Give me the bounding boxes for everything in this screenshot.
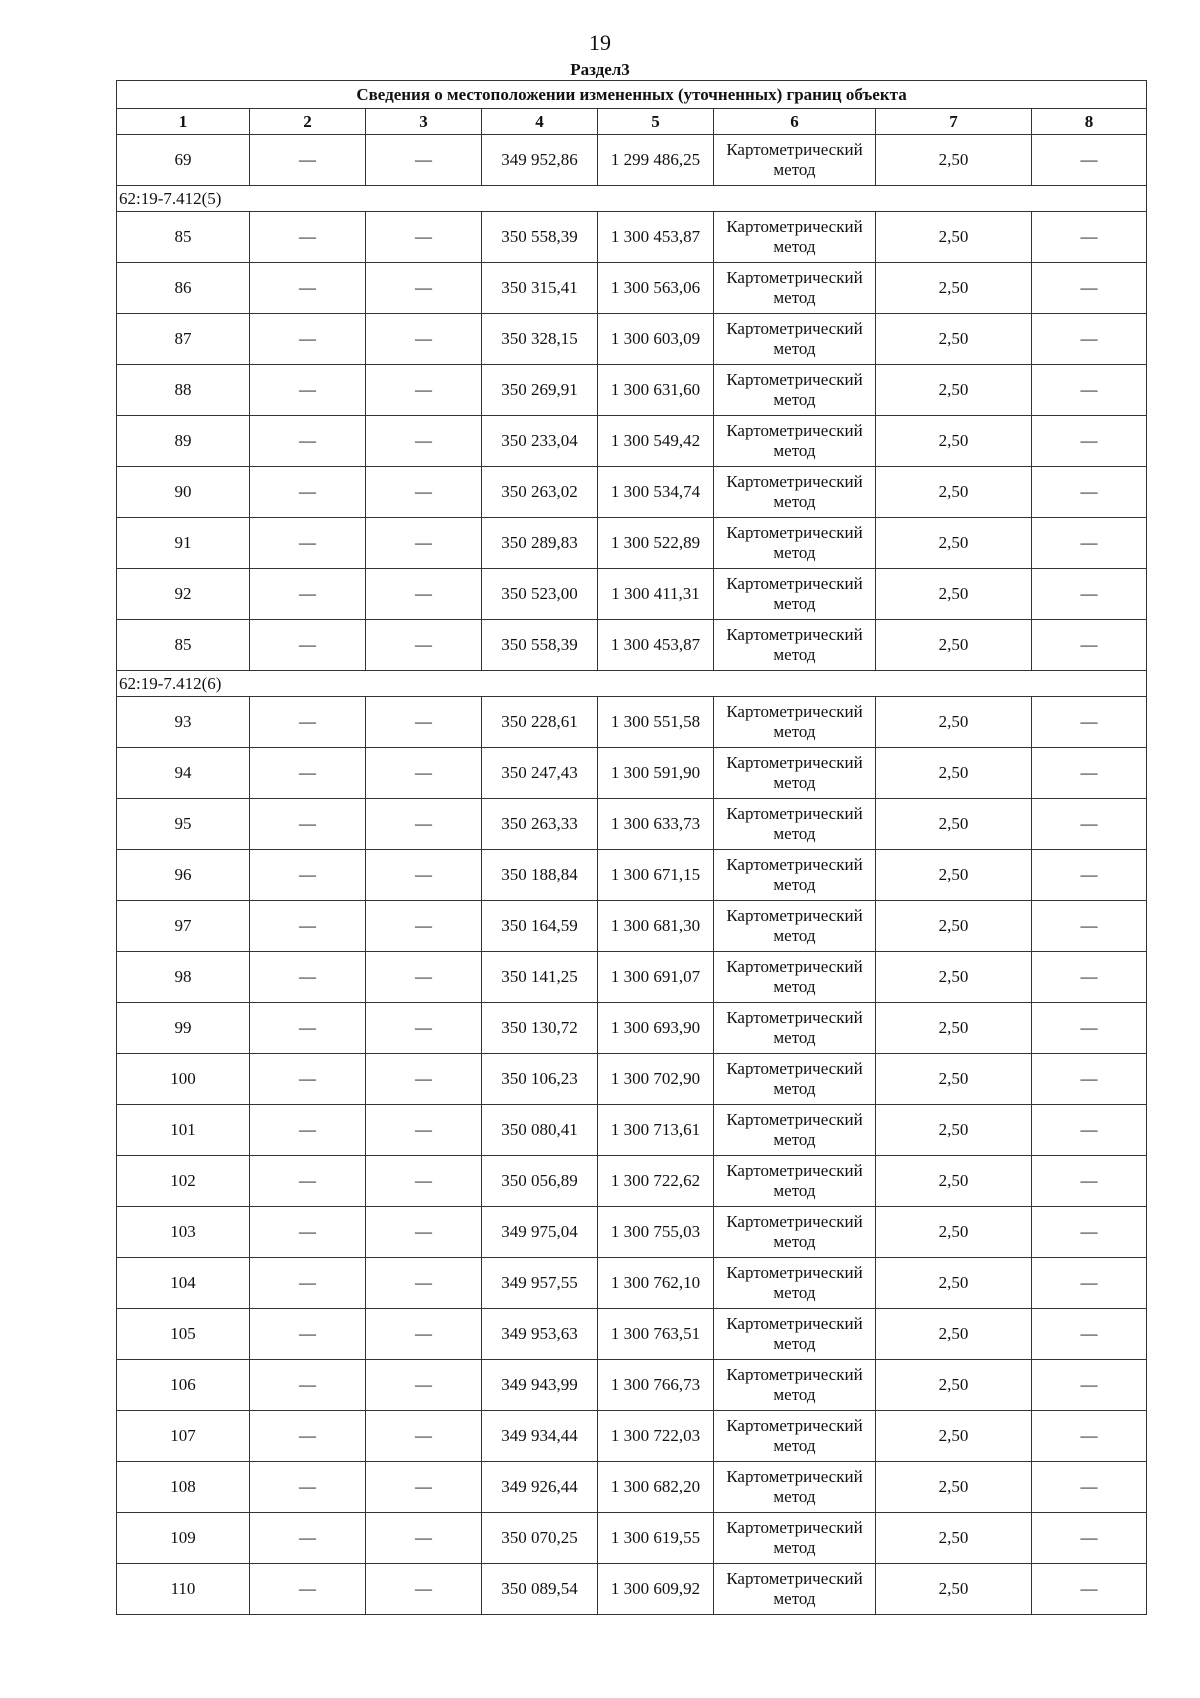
table-row: [117, 901, 1147, 952]
method-cell: Картометрический метод: [714, 416, 876, 467]
column-2-cell: —: [250, 620, 366, 671]
x-coordinate-cell: 350 247,43: [482, 748, 598, 799]
column-8-cell: —: [1032, 1462, 1147, 1513]
column-3-cell: —: [366, 1360, 482, 1411]
column-3-cell: —: [366, 697, 482, 748]
method-cell: Картометрический метод: [714, 1513, 876, 1564]
accuracy-cell: 2,50: [876, 748, 1032, 799]
x-coordinate-cell: 350 263,02: [482, 467, 598, 518]
y-coordinate-cell: 1 300 619,55: [598, 1513, 714, 1564]
y-coordinate-cell: 1 300 702,90: [598, 1054, 714, 1105]
cadastral-group-label: 62:19-7.412(6): [117, 671, 1147, 697]
y-coordinate-cell: 1 300 549,42: [598, 416, 714, 467]
accuracy-cell: 2,50: [876, 518, 1032, 569]
y-coordinate-cell: 1 300 563,06: [598, 263, 714, 314]
table-row: [117, 1309, 1147, 1360]
table-row: [117, 135, 1147, 186]
x-coordinate-cell: 350 289,83: [482, 518, 598, 569]
column-2-cell: —: [250, 365, 366, 416]
y-coordinate-cell: 1 300 411,31: [598, 569, 714, 620]
method-cell: Картометрический метод: [714, 748, 876, 799]
x-coordinate-cell: 349 943,99: [482, 1360, 598, 1411]
point-number-cell: 96: [117, 850, 250, 901]
method-cell: Картометрический метод: [714, 212, 876, 263]
table-row: [117, 1258, 1147, 1309]
group-header-row: [117, 186, 1147, 212]
x-coordinate-cell: 350 558,39: [482, 212, 598, 263]
table-row: [117, 365, 1147, 416]
table-row: [117, 1564, 1147, 1615]
accuracy-cell: 2,50: [876, 620, 1032, 671]
x-coordinate-cell: 350 056,89: [482, 1156, 598, 1207]
table-row: [117, 416, 1147, 467]
y-coordinate-cell: 1 300 681,30: [598, 901, 714, 952]
method-cell: Картометрический метод: [714, 850, 876, 901]
column-2-cell: —: [250, 748, 366, 799]
column-number: 8: [1032, 109, 1147, 135]
cadastral-group-label: 62:19-7.412(5): [117, 186, 1147, 212]
method-cell: Картометрический метод: [714, 1462, 876, 1513]
column-3-cell: —: [366, 1564, 482, 1615]
y-coordinate-cell: 1 300 609,92: [598, 1564, 714, 1615]
column-8-cell: —: [1032, 1054, 1147, 1105]
column-8-cell: —: [1032, 1564, 1147, 1615]
column-8-cell: —: [1032, 799, 1147, 850]
column-3-cell: —: [366, 1054, 482, 1105]
accuracy-cell: 2,50: [876, 799, 1032, 850]
column-2-cell: —: [250, 1105, 366, 1156]
column-3-cell: —: [366, 416, 482, 467]
accuracy-cell: 2,50: [876, 1513, 1032, 1564]
column-3-cell: —: [366, 1258, 482, 1309]
column-number: 7: [876, 109, 1032, 135]
x-coordinate-cell: 350 269,91: [482, 365, 598, 416]
y-coordinate-cell: 1 300 631,60: [598, 365, 714, 416]
x-coordinate-cell: 350 263,33: [482, 799, 598, 850]
column-3-cell: —: [366, 1411, 482, 1462]
y-coordinate-cell: 1 300 453,87: [598, 620, 714, 671]
point-number-cell: 91: [117, 518, 250, 569]
method-cell: Картометрический метод: [714, 518, 876, 569]
column-8-cell: —: [1032, 467, 1147, 518]
column-number: 4: [482, 109, 598, 135]
point-number-cell: 103: [117, 1207, 250, 1258]
column-8-cell: —: [1032, 1156, 1147, 1207]
column-2-cell: —: [250, 901, 366, 952]
table-caption-row: [117, 81, 1147, 109]
accuracy-cell: 2,50: [876, 416, 1032, 467]
accuracy-cell: 2,50: [876, 901, 1032, 952]
column-2-cell: —: [250, 952, 366, 1003]
accuracy-cell: 2,50: [876, 1003, 1032, 1054]
y-coordinate-cell: 1 300 693,90: [598, 1003, 714, 1054]
column-2-cell: —: [250, 518, 366, 569]
method-cell: Картометрический метод: [714, 1309, 876, 1360]
point-number-cell: 94: [117, 748, 250, 799]
method-cell: Картометрический метод: [714, 569, 876, 620]
method-cell: Картометрический метод: [714, 314, 876, 365]
column-8-cell: —: [1032, 697, 1147, 748]
column-2-cell: —: [250, 1207, 366, 1258]
point-number-cell: 101: [117, 1105, 250, 1156]
accuracy-cell: 2,50: [876, 1411, 1032, 1462]
column-3-cell: —: [366, 1156, 482, 1207]
accuracy-cell: 2,50: [876, 1105, 1032, 1156]
table-row: [117, 799, 1147, 850]
x-coordinate-cell: 349 934,44: [482, 1411, 598, 1462]
table-row: [117, 518, 1147, 569]
column-3-cell: —: [366, 314, 482, 365]
column-3-cell: —: [366, 365, 482, 416]
column-2-cell: —: [250, 1309, 366, 1360]
x-coordinate-cell: 350 070,25: [482, 1513, 598, 1564]
point-number-cell: 107: [117, 1411, 250, 1462]
table-row: [117, 748, 1147, 799]
x-coordinate-cell: 350 315,41: [482, 263, 598, 314]
page-number: 19: [589, 30, 611, 55]
column-number: 1: [117, 109, 250, 135]
table-row: [117, 1411, 1147, 1462]
table-row: [117, 1105, 1147, 1156]
method-cell: Картометрический метод: [714, 263, 876, 314]
accuracy-cell: 2,50: [876, 314, 1032, 365]
table-row: [117, 314, 1147, 365]
point-number-cell: 104: [117, 1258, 250, 1309]
y-coordinate-cell: 1 300 534,74: [598, 467, 714, 518]
method-cell: Картометрический метод: [714, 467, 876, 518]
method-cell: Картометрический метод: [714, 1411, 876, 1462]
column-8-cell: —: [1032, 314, 1147, 365]
column-8-cell: —: [1032, 569, 1147, 620]
point-number-cell: 85: [117, 620, 250, 671]
method-cell: Картометрический метод: [714, 1003, 876, 1054]
table-body: [117, 81, 1147, 1615]
point-number-cell: 100: [117, 1054, 250, 1105]
column-number-row: [117, 109, 1147, 135]
point-number-cell: 109: [117, 1513, 250, 1564]
column-3-cell: —: [366, 620, 482, 671]
table-row: [117, 467, 1147, 518]
column-number: 2: [250, 109, 366, 135]
point-number-cell: 87: [117, 314, 250, 365]
column-2-cell: —: [250, 1564, 366, 1615]
column-8-cell: —: [1032, 1411, 1147, 1462]
accuracy-cell: 2,50: [876, 1207, 1032, 1258]
accuracy-cell: 2,50: [876, 212, 1032, 263]
y-coordinate-cell: 1 300 522,89: [598, 518, 714, 569]
y-coordinate-cell: 1 300 722,03: [598, 1411, 714, 1462]
method-cell: Картометрический метод: [714, 1360, 876, 1411]
column-2-cell: —: [250, 1258, 366, 1309]
method-cell: Картометрический метод: [714, 365, 876, 416]
column-2-cell: —: [250, 135, 366, 186]
column-2-cell: —: [250, 263, 366, 314]
column-number: 3: [366, 109, 482, 135]
x-coordinate-cell: 350 089,54: [482, 1564, 598, 1615]
y-coordinate-cell: 1 300 453,87: [598, 212, 714, 263]
x-coordinate-cell: 350 558,39: [482, 620, 598, 671]
table-row: [117, 569, 1147, 620]
point-number-cell: 95: [117, 799, 250, 850]
column-3-cell: —: [366, 1003, 482, 1054]
x-coordinate-cell: 350 188,84: [482, 850, 598, 901]
column-3-cell: —: [366, 212, 482, 263]
y-coordinate-cell: 1 300 755,03: [598, 1207, 714, 1258]
column-3-cell: —: [366, 799, 482, 850]
accuracy-cell: 2,50: [876, 697, 1032, 748]
column-3-cell: —: [366, 263, 482, 314]
column-3-cell: —: [366, 135, 482, 186]
column-8-cell: —: [1032, 263, 1147, 314]
y-coordinate-cell: 1 300 713,61: [598, 1105, 714, 1156]
point-number-cell: 89: [117, 416, 250, 467]
point-number-cell: 85: [117, 212, 250, 263]
y-coordinate-cell: 1 300 551,58: [598, 697, 714, 748]
accuracy-cell: 2,50: [876, 569, 1032, 620]
column-8-cell: —: [1032, 620, 1147, 671]
method-cell: Картометрический метод: [714, 1156, 876, 1207]
column-8-cell: —: [1032, 1309, 1147, 1360]
column-2-cell: —: [250, 1054, 366, 1105]
y-coordinate-cell: 1 300 682,20: [598, 1462, 714, 1513]
y-coordinate-cell: 1 300 633,73: [598, 799, 714, 850]
point-number-cell: 97: [117, 901, 250, 952]
column-8-cell: —: [1032, 1105, 1147, 1156]
column-number: 6: [714, 109, 876, 135]
column-3-cell: —: [366, 569, 482, 620]
column-2-cell: —: [250, 799, 366, 850]
table-caption: Сведения о местоположении измененных (уточненных) границ объекта: [117, 81, 1147, 109]
column-8-cell: —: [1032, 901, 1147, 952]
column-3-cell: —: [366, 1513, 482, 1564]
y-coordinate-cell: 1 300 603,09: [598, 314, 714, 365]
point-number-cell: 102: [117, 1156, 250, 1207]
column-8-cell: —: [1032, 1207, 1147, 1258]
accuracy-cell: 2,50: [876, 135, 1032, 186]
x-coordinate-cell: 349 952,86: [482, 135, 598, 186]
method-cell: Картометрический метод: [714, 1207, 876, 1258]
table-row: [117, 1207, 1147, 1258]
y-coordinate-cell: 1 300 766,73: [598, 1360, 714, 1411]
group-header-row: [117, 671, 1147, 697]
column-2-cell: —: [250, 850, 366, 901]
point-number-cell: 106: [117, 1360, 250, 1411]
column-2-cell: —: [250, 1360, 366, 1411]
x-coordinate-cell: 350 523,00: [482, 569, 598, 620]
x-coordinate-cell: 350 130,72: [482, 1003, 598, 1054]
column-8-cell: —: [1032, 365, 1147, 416]
accuracy-cell: 2,50: [876, 1462, 1032, 1513]
method-cell: Картометрический метод: [714, 697, 876, 748]
y-coordinate-cell: 1 300 691,07: [598, 952, 714, 1003]
method-cell: Картометрический метод: [714, 901, 876, 952]
method-cell: Картометрический метод: [714, 1564, 876, 1615]
column-2-cell: —: [250, 697, 366, 748]
table-row: [117, 620, 1147, 671]
x-coordinate-cell: 349 953,63: [482, 1309, 598, 1360]
column-2-cell: —: [250, 1156, 366, 1207]
x-coordinate-cell: 349 975,04: [482, 1207, 598, 1258]
section-title: Раздел3: [570, 60, 630, 79]
accuracy-cell: 2,50: [876, 952, 1032, 1003]
point-number-cell: 86: [117, 263, 250, 314]
column-3-cell: —: [366, 850, 482, 901]
point-number-cell: 90: [117, 467, 250, 518]
column-2-cell: —: [250, 1462, 366, 1513]
table-row: [117, 1003, 1147, 1054]
accuracy-cell: 2,50: [876, 1156, 1032, 1207]
column-2-cell: —: [250, 1411, 366, 1462]
column-8-cell: —: [1032, 518, 1147, 569]
table-row: [117, 850, 1147, 901]
accuracy-cell: 2,50: [876, 1054, 1032, 1105]
table-row: [117, 952, 1147, 1003]
point-number-cell: 88: [117, 365, 250, 416]
x-coordinate-cell: 350 106,23: [482, 1054, 598, 1105]
column-8-cell: —: [1032, 1258, 1147, 1309]
column-2-cell: —: [250, 1513, 366, 1564]
column-2-cell: —: [250, 1003, 366, 1054]
accuracy-cell: 2,50: [876, 850, 1032, 901]
column-8-cell: —: [1032, 416, 1147, 467]
x-coordinate-cell: 349 957,55: [482, 1258, 598, 1309]
column-3-cell: —: [366, 748, 482, 799]
accuracy-cell: 2,50: [876, 1258, 1032, 1309]
accuracy-cell: 2,50: [876, 467, 1032, 518]
x-coordinate-cell: 350 228,61: [482, 697, 598, 748]
y-coordinate-cell: 1 300 591,90: [598, 748, 714, 799]
table-row: [117, 697, 1147, 748]
x-coordinate-cell: 350 328,15: [482, 314, 598, 365]
table-row: [117, 263, 1147, 314]
point-number-cell: 93: [117, 697, 250, 748]
column-3-cell: —: [366, 467, 482, 518]
x-coordinate-cell: 349 926,44: [482, 1462, 598, 1513]
accuracy-cell: 2,50: [876, 365, 1032, 416]
column-3-cell: —: [366, 1462, 482, 1513]
x-coordinate-cell: 350 233,04: [482, 416, 598, 467]
y-coordinate-cell: 1 300 722,62: [598, 1156, 714, 1207]
point-number-cell: 98: [117, 952, 250, 1003]
column-8-cell: —: [1032, 952, 1147, 1003]
column-2-cell: —: [250, 314, 366, 365]
point-number-cell: 92: [117, 569, 250, 620]
table-row: [117, 1360, 1147, 1411]
method-cell: Картометрический метод: [714, 1258, 876, 1309]
column-3-cell: —: [366, 518, 482, 569]
column-8-cell: —: [1032, 135, 1147, 186]
method-cell: Картометрический метод: [714, 135, 876, 186]
y-coordinate-cell: 1 300 762,10: [598, 1258, 714, 1309]
point-number-cell: 110: [117, 1564, 250, 1615]
boundary-coordinates-table: [116, 80, 1147, 1615]
x-coordinate-cell: 350 141,25: [482, 952, 598, 1003]
column-3-cell: —: [366, 1309, 482, 1360]
accuracy-cell: 2,50: [876, 1360, 1032, 1411]
column-3-cell: —: [366, 901, 482, 952]
table-row: [117, 1054, 1147, 1105]
y-coordinate-cell: 1 300 671,15: [598, 850, 714, 901]
point-number-cell: 108: [117, 1462, 250, 1513]
column-3-cell: —: [366, 1105, 482, 1156]
column-number: 5: [598, 109, 714, 135]
column-8-cell: —: [1032, 748, 1147, 799]
method-cell: Картометрический метод: [714, 799, 876, 850]
column-8-cell: —: [1032, 212, 1147, 263]
method-cell: Картометрический метод: [714, 620, 876, 671]
column-3-cell: —: [366, 1207, 482, 1258]
column-8-cell: —: [1032, 1003, 1147, 1054]
column-8-cell: —: [1032, 1360, 1147, 1411]
table-row: [117, 1513, 1147, 1564]
point-number-cell: 105: [117, 1309, 250, 1360]
column-2-cell: —: [250, 212, 366, 263]
point-number-cell: 99: [117, 1003, 250, 1054]
method-cell: Картометрический метод: [714, 1105, 876, 1156]
accuracy-cell: 2,50: [876, 1309, 1032, 1360]
method-cell: Картометрический метод: [714, 952, 876, 1003]
table-row: [117, 212, 1147, 263]
method-cell: Картометрический метод: [714, 1054, 876, 1105]
column-8-cell: —: [1032, 850, 1147, 901]
x-coordinate-cell: 350 164,59: [482, 901, 598, 952]
accuracy-cell: 2,50: [876, 263, 1032, 314]
table-row: [117, 1462, 1147, 1513]
table-row: [117, 1156, 1147, 1207]
point-number-cell: 69: [117, 135, 250, 186]
accuracy-cell: 2,50: [876, 1564, 1032, 1615]
column-8-cell: —: [1032, 1513, 1147, 1564]
x-coordinate-cell: 350 080,41: [482, 1105, 598, 1156]
column-2-cell: —: [250, 569, 366, 620]
column-3-cell: —: [366, 952, 482, 1003]
column-2-cell: —: [250, 416, 366, 467]
y-coordinate-cell: 1 300 763,51: [598, 1309, 714, 1360]
y-coordinate-cell: 1 299 486,25: [598, 135, 714, 186]
column-2-cell: —: [250, 467, 366, 518]
